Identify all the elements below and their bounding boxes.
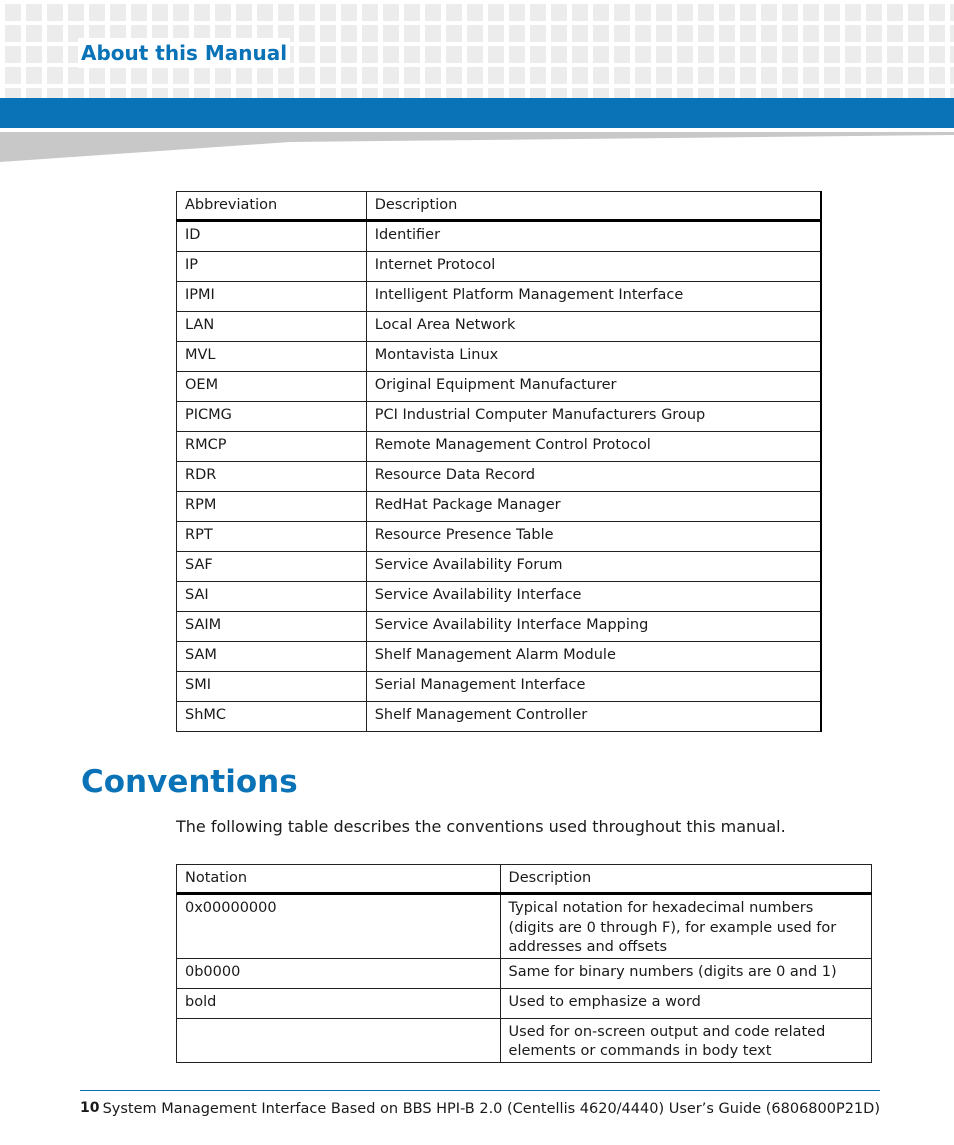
page-number: 10 xyxy=(80,1100,100,1116)
cell-description: PCI Industrial Computer Manufacturers Group xyxy=(366,402,821,432)
table-row xyxy=(177,221,822,252)
cell-description: Remote Management Control Protocol xyxy=(366,432,821,462)
cell-description: Internet Protocol xyxy=(366,252,821,282)
table-row xyxy=(177,958,872,988)
cell-description: Local Area Network xyxy=(366,312,821,342)
table-row xyxy=(177,372,822,402)
table-row xyxy=(177,988,872,1018)
cell-key: RPM xyxy=(177,492,367,522)
header-grey-wedge xyxy=(0,132,954,164)
footer-title: System Management Interface Based on BBS HPI-B 2.0 (Centellis 4620/4440) User’s Guide (6806800P21D) xyxy=(102,1101,880,1117)
cell-description: Serial Management Interface xyxy=(366,672,821,702)
cell-description: RedHat Package Manager xyxy=(366,492,821,522)
cell-key: bold xyxy=(177,988,501,1018)
table-row xyxy=(177,582,822,612)
section-title: Conventions xyxy=(81,764,298,800)
cell-description: Original Equipment Manufacturer xyxy=(366,372,821,402)
column-header: Abbreviation xyxy=(177,192,367,221)
conventions-table xyxy=(176,864,872,1063)
cell-key: 0x00000000 xyxy=(177,894,501,959)
table-row xyxy=(177,642,822,672)
table-row xyxy=(177,522,822,552)
table-row xyxy=(177,342,822,372)
cell-key: ShMC xyxy=(177,702,367,732)
column-header: Description xyxy=(500,865,871,894)
table-row xyxy=(177,432,822,462)
section-intro: The following table describes the conventions used throughout this manual. xyxy=(176,817,786,836)
table-row xyxy=(177,492,822,522)
cell-key: LAN xyxy=(177,312,367,342)
cell-key: PICMG xyxy=(177,402,367,432)
table-header-row xyxy=(177,865,872,894)
cell-key: 0b0000 xyxy=(177,958,501,988)
cell-key: RMCP xyxy=(177,432,367,462)
cell-key: MVL xyxy=(177,342,367,372)
table-row xyxy=(177,612,822,642)
cell-description: Shelf Management Controller xyxy=(366,702,821,732)
cell-description: Same for binary numbers (digits are 0 and 1) xyxy=(500,958,871,988)
footer-rule xyxy=(80,1090,880,1091)
table-row xyxy=(177,894,872,959)
cell-description: Montavista Linux xyxy=(366,342,821,372)
cell-description: Used to emphasize a word xyxy=(500,988,871,1018)
abbreviation-table xyxy=(176,191,822,732)
cell-description: Intelligent Platform Management Interface xyxy=(366,282,821,312)
cell-description: Identifier xyxy=(366,221,821,252)
cell-key: SAIM xyxy=(177,612,367,642)
table-row xyxy=(177,702,822,732)
column-header: Description xyxy=(366,192,821,221)
cell-key: IP xyxy=(177,252,367,282)
cell-description: Service Availability Forum xyxy=(366,552,821,582)
table-row xyxy=(177,1018,872,1062)
table-row xyxy=(177,402,822,432)
column-header: Notation xyxy=(177,865,501,894)
cell-description: Shelf Management Alarm Module xyxy=(366,642,821,672)
cell-key: SAF xyxy=(177,552,367,582)
page-header-title: About this Manual xyxy=(78,38,290,68)
cell-key: ID xyxy=(177,221,367,252)
table-row xyxy=(177,672,822,702)
cell-description: Resource Presence Table xyxy=(366,522,821,552)
table-row xyxy=(177,282,822,312)
cell-description: Service Availability Interface xyxy=(366,582,821,612)
table-row xyxy=(177,552,822,582)
table-row xyxy=(177,462,822,492)
cell-description: Used for on-screen output and code related elements or commands in body text xyxy=(500,1018,871,1062)
cell-description: Resource Data Record xyxy=(366,462,821,492)
cell-key xyxy=(177,1018,501,1062)
cell-key: SMI xyxy=(177,672,367,702)
cell-description: Service Availability Interface Mapping xyxy=(366,612,821,642)
cell-key: SAM xyxy=(177,642,367,672)
table-row xyxy=(177,252,822,282)
cell-key: SAI xyxy=(177,582,367,612)
cell-key: RPT xyxy=(177,522,367,552)
cell-description: Typical notation for hexadecimal numbers (digits are 0 through F), for example used for addresses and offsets xyxy=(500,894,871,959)
cell-key: RDR xyxy=(177,462,367,492)
cell-key: IPMI xyxy=(177,282,367,312)
header-blue-bar xyxy=(0,98,954,128)
table-row xyxy=(177,312,822,342)
cell-key: OEM xyxy=(177,372,367,402)
table-header-row xyxy=(177,192,822,221)
